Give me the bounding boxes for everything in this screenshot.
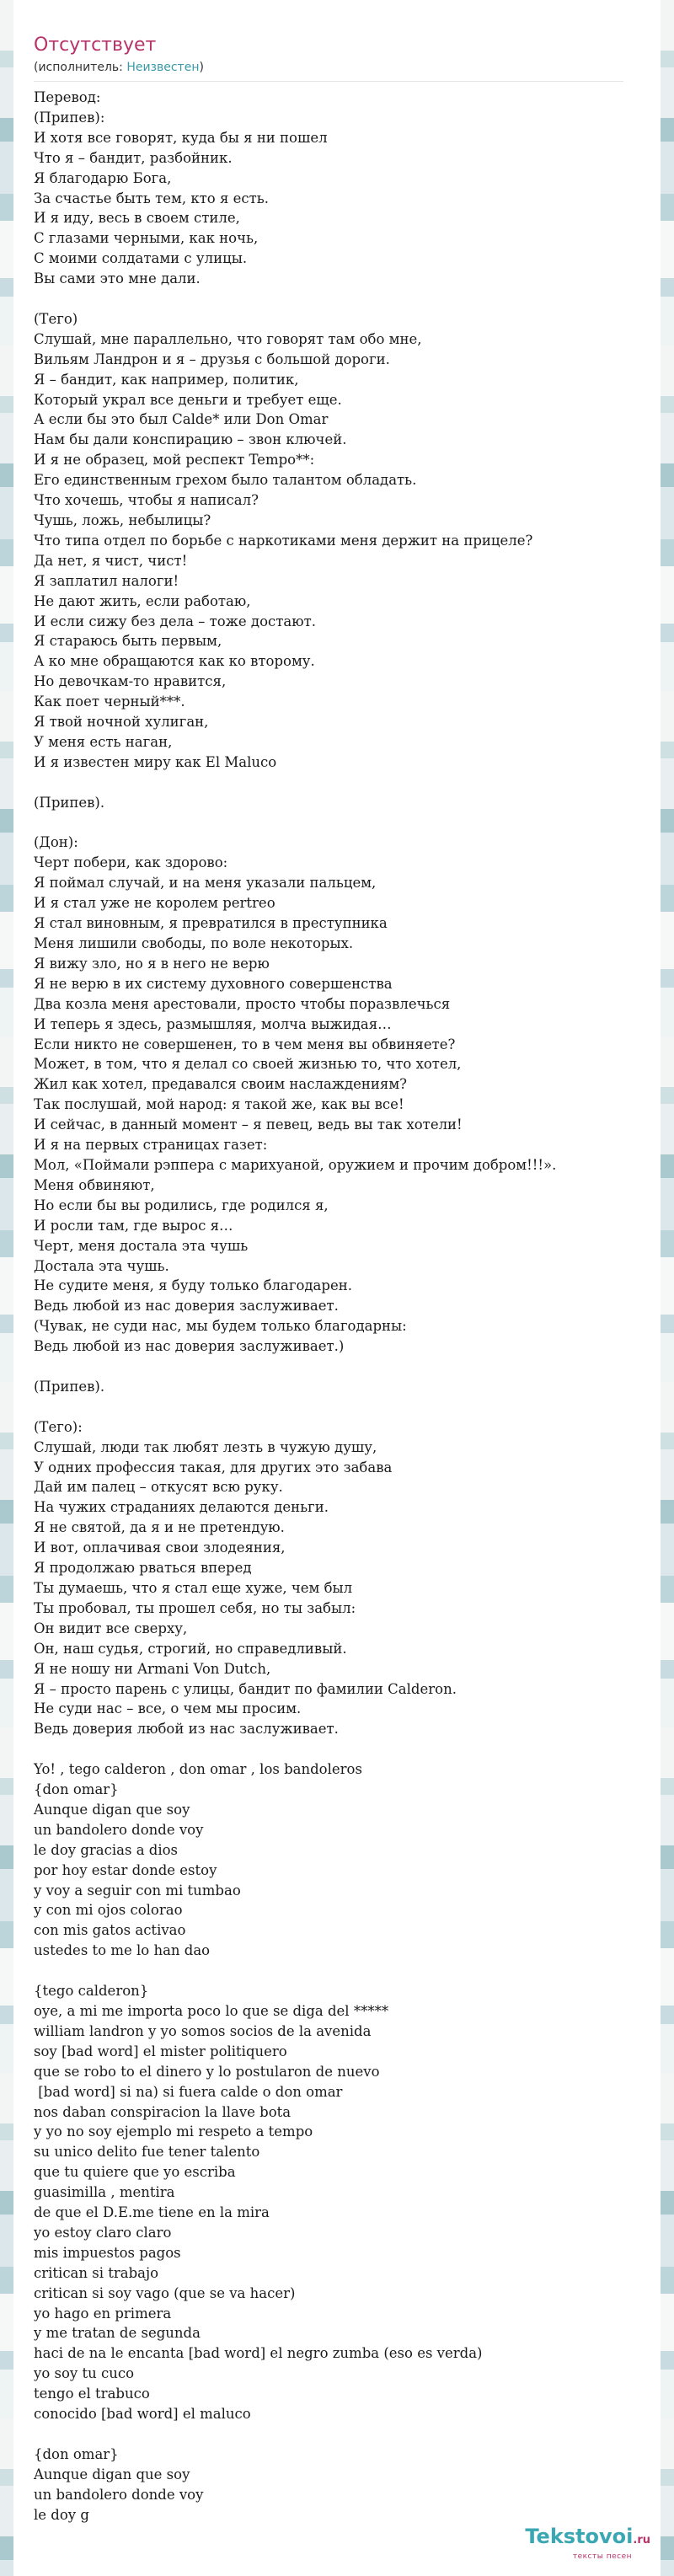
lyric-line: Я – просто парень с улицы, бандит по фамилии Calderon. bbox=[34, 1680, 457, 1697]
blank-line bbox=[34, 2424, 657, 2445]
lyric-line: Он, наш судья, строгий, но справедливый. bbox=[34, 1640, 347, 1657]
lyric-line: Что я – бандит, разбойник. bbox=[34, 149, 233, 166]
lyric-line: Чушь, ложь, небылицы? bbox=[34, 512, 211, 529]
lyric-line: (Чувак, не суди нас, мы будем только благодарны: bbox=[34, 1318, 407, 1335]
lyric-line: Не дают жить, если работаю, bbox=[34, 592, 251, 609]
lyric-line: Я вижу зло, но я в него не верю bbox=[34, 955, 270, 972]
lyric-line: Который украл все деньги и требует еще. bbox=[34, 391, 342, 408]
lyric-line: (Припев). bbox=[34, 1378, 105, 1395]
site-logo[interactable] bbox=[525, 2525, 650, 2561]
header-divider bbox=[34, 81, 623, 82]
lyric-line: {don omar} bbox=[34, 2445, 119, 2462]
lyric-line: conocido [bad word] el maluco bbox=[34, 2406, 251, 2423]
lyric-line: И я не образец, мой респект Tempo**: bbox=[34, 452, 315, 469]
lyric-line: Ведь любой из нас доверия заслуживает.) bbox=[34, 1338, 345, 1355]
lyric-line: (Дон): bbox=[34, 834, 78, 851]
lyric-line: И если сижу без дела – тоже достают. bbox=[34, 613, 316, 629]
lyrics-text bbox=[34, 88, 657, 2525]
lyric-line: Я не святой, да я и не претендую. bbox=[34, 1519, 285, 1536]
blank-line bbox=[34, 289, 657, 309]
lyric-line: y me tratan de segunda bbox=[34, 2325, 201, 2342]
lyric-line: le doy g bbox=[34, 2506, 89, 2523]
lyric-line: Слушай, люди так любят лезть в чужую душу, bbox=[34, 1438, 377, 1455]
lyric-line: Но девочкам-то нравится, bbox=[34, 673, 227, 690]
lyric-line: Я – бандит, как например, политик, bbox=[34, 371, 299, 388]
lyric-line: critican si soy vago (que se va hacer) bbox=[34, 2284, 296, 2301]
lyric-line: un bandolero donde voy bbox=[34, 2486, 204, 2503]
lyric-line: su unico delito fue tener talento bbox=[34, 2144, 260, 2161]
lyric-line: yo soy tu cuco bbox=[34, 2365, 135, 2382]
lyric-line: (Тего) bbox=[34, 310, 78, 327]
lyric-line: Aunque digan que soy bbox=[34, 1801, 190, 1818]
logo-tld: .ru bbox=[633, 2534, 650, 2547]
lyric-line: А ко мне обращаются как ко второму. bbox=[34, 653, 315, 670]
lyric-line: Меня лишили свободы, по воле некоторых. bbox=[34, 935, 354, 952]
lyric-line: nos daban conspiracion la llave bota bbox=[34, 2103, 292, 2120]
lyric-line: Что хочешь, чтобы я написал? bbox=[34, 492, 259, 509]
lyric-line: Нам бы дали конспирацию – звон ключей. bbox=[34, 431, 347, 448]
lyric-line: Aunque digan que soy bbox=[34, 2466, 190, 2482]
lyric-line: Дай им палец – откусят всю руку. bbox=[34, 1479, 283, 1496]
lyric-line: un bandolero donde voy bbox=[34, 1821, 204, 1838]
lyric-line: que tu quiere que yo escriba bbox=[34, 2164, 236, 2181]
lyric-line: Как поет черный***. bbox=[34, 694, 185, 710]
lyric-line: Слушай, мне параллельно, что говорят там обо мне, bbox=[34, 330, 422, 347]
lyric-line: Два козла меня арестовали, просто чтобы поразвлечься bbox=[34, 995, 451, 1012]
blank-line bbox=[34, 1357, 657, 1377]
lyric-line: Я стараюсь быть первым, bbox=[34, 633, 222, 650]
logo-name: Tekstovoi bbox=[525, 2525, 634, 2548]
blank-line bbox=[34, 773, 657, 793]
artist-link[interactable]: Неизвестен bbox=[126, 61, 200, 74]
lyric-line: que se robo to el dinero y lo postularon de nuevo bbox=[34, 2063, 380, 2080]
lyric-line: Ведь любой из нас доверия заслуживает. bbox=[34, 1298, 339, 1315]
lyric-line: И я стал уже не королем pertreo bbox=[34, 895, 275, 912]
lyric-line: (Припев): bbox=[34, 109, 105, 126]
lyric-line: Я не верю в их систему духовного совершенства bbox=[34, 975, 393, 992]
lyric-line: Мол, «Поймали рэппера с марихуаной, оружием и прочим добром!!!». bbox=[34, 1156, 557, 1173]
lyric-line: Может, в том, что я делал со своей жизнью то, что хотел, bbox=[34, 1056, 462, 1073]
lyric-line: На чужих страданиях делаются деньги. bbox=[34, 1499, 329, 1516]
lyric-line: Он видит все сверху, bbox=[34, 1620, 188, 1636]
lyric-line: Но если бы вы родились, где родился я, bbox=[34, 1197, 329, 1213]
lyric-line: И я иду, весь в своем стиле, bbox=[34, 210, 240, 227]
lyric-line: Я поймал случай, и на меня указали пальцем, bbox=[34, 875, 377, 892]
lyric-line: Если никто не совершенен, то в чем меня вы обвиняете? bbox=[34, 1036, 456, 1052]
lyric-line: За счастье быть тем, кто я есть. bbox=[34, 190, 269, 206]
lyric-line: Так послушай, мой народ: я такой же, как вы все! bbox=[34, 1096, 404, 1113]
lyric-line: Я не ношу ни Armani Von Dutch, bbox=[34, 1660, 271, 1677]
lyric-line: И я на первых страницах газет: bbox=[34, 1137, 268, 1154]
lyric-line: critican si trabajo bbox=[34, 2264, 159, 2281]
lyric-line: С глазами черными, как ночь, bbox=[34, 230, 259, 247]
lyric-line: haci de na le encanta [bad word] el negro zumba (eso es verda) bbox=[34, 2345, 483, 2362]
lyric-line: И хотя все говорят, куда бы я ни пошел bbox=[34, 129, 328, 146]
lyric-line: Достала эта чушь. bbox=[34, 1257, 169, 1274]
lyric-line: de que el D.E.me tiene en la mira bbox=[34, 2204, 270, 2221]
artist-line bbox=[34, 59, 640, 76]
lyric-line: Меня обвиняют, bbox=[34, 1176, 155, 1193]
lyric-line: И теперь я здесь, размышляя, молча выжидая… bbox=[34, 1015, 392, 1032]
lyric-line: ustedes to me lo han dao bbox=[34, 1942, 211, 1959]
lyric-line: Да нет, я чист, чист! bbox=[34, 552, 188, 569]
lyric-line: У меня есть наган, bbox=[34, 733, 173, 750]
lyric-line: Я твой ночной хулиган, bbox=[34, 714, 209, 731]
lyrics-page bbox=[13, 0, 661, 2576]
lyric-line: Я заплатил налоги! bbox=[34, 572, 179, 589]
lyric-line: Вы сами это мне дали. bbox=[34, 270, 201, 287]
lyric-line: con mis gatos activao bbox=[34, 1922, 186, 1939]
blank-line bbox=[34, 1739, 657, 1759]
lyric-line: Перевод: bbox=[34, 89, 101, 105]
lyric-line: У одних профессия такая, для других это забава bbox=[34, 1459, 393, 1475]
lyric-line: Я благодарю Бога, bbox=[34, 169, 172, 186]
lyric-line: Жил как хотел, предавался своим наслаждениям? bbox=[34, 1076, 408, 1093]
logo-wordmark bbox=[525, 2525, 650, 2552]
lyric-line: le doy gracias a dios bbox=[34, 1841, 179, 1858]
lyric-line: y con mi ojos colorao bbox=[34, 1902, 183, 1919]
lyric-line: Я стал виновным, я превратился в преступника bbox=[34, 915, 388, 932]
lyric-line: Вильям Ландрон и я – друзья с большой дороги. bbox=[34, 351, 390, 367]
logo-tagline: тексты песен bbox=[572, 2552, 632, 2561]
lyric-line: [bad word] si na) si fuera calde o don omar bbox=[34, 2083, 343, 2100]
lyric-line: Не суди нас – все, о чем мы просим. bbox=[34, 1700, 302, 1717]
lyric-line: por hoy estar donde estoy bbox=[34, 1861, 217, 1878]
lyric-line: guasimilla , mentira bbox=[34, 2184, 175, 2201]
lyric-line: Не судите меня, я буду только благодарен. bbox=[34, 1277, 352, 1294]
lyric-line: И сейчас, в данный момент – я певец, ведь вы так хотели! bbox=[34, 1117, 463, 1133]
song-header bbox=[34, 34, 640, 82]
lyric-line: Ведь доверия любой из нас заслуживает. bbox=[34, 1721, 339, 1738]
lyric-line: И вот, оплачивая свои злодеяния, bbox=[34, 1540, 286, 1556]
lyric-line: (Припев). bbox=[34, 794, 105, 811]
lyric-line: А если бы это был Calde* или Don Omar bbox=[34, 411, 329, 428]
song-title: Отсутствует bbox=[34, 35, 157, 56]
lyric-line: mis impuestos pagos bbox=[34, 2244, 181, 2261]
lyric-line: tengo el trabuco bbox=[34, 2386, 150, 2402]
blank-line bbox=[34, 813, 657, 833]
lyric-line: Я продолжаю рваться вперед bbox=[34, 1560, 252, 1577]
lyric-line: {tego calderon} bbox=[34, 1983, 149, 2000]
lyric-line: Черт побери, как здорово: bbox=[34, 854, 228, 871]
lyric-line: (Тего): bbox=[34, 1418, 83, 1435]
blank-line bbox=[34, 1961, 657, 1981]
lyric-line: soy [bad word] el mister politiquero bbox=[34, 2043, 287, 2059]
lyric-line: william landron y yo somos socios de la avenida bbox=[34, 2022, 372, 2039]
lyric-line: С моими солдатами с улицы. bbox=[34, 250, 248, 267]
lyric-line: Ты думаешь, что я стал еще хуже, чем был bbox=[34, 1579, 353, 1596]
left-decorative-rail bbox=[0, 0, 13, 2576]
lyric-line: Что типа отдел по борьбе с наркотиками меня держит на прицеле? bbox=[34, 532, 533, 549]
lyric-line: Его единственным грехом было талантом обладать. bbox=[34, 472, 417, 489]
lyric-line: y yo no soy ejemplo mi respeto a tempo bbox=[34, 2123, 313, 2140]
lyric-line: Ты пробовал, ты прошел себя, но ты забыл: bbox=[34, 1599, 356, 1616]
blank-line bbox=[34, 1397, 657, 1417]
right-decorative-rail bbox=[661, 0, 674, 2576]
lyric-line: y voy a seguir con mi tumbao bbox=[34, 1882, 241, 1899]
lyric-line: yo estoy claro claro bbox=[34, 2224, 172, 2241]
lyric-line: {don omar} bbox=[34, 1781, 119, 1798]
artist-suffix: ) bbox=[199, 61, 204, 74]
lyric-line: yo hago en primera bbox=[34, 2305, 172, 2322]
lyric-line: И я известен миру как El Maluco bbox=[34, 753, 277, 770]
lyric-line: Черт, меня достала эта чушь bbox=[34, 1237, 249, 1254]
lyric-line: oye, a mi me importa poco lo que se diga del ***** bbox=[34, 2002, 389, 2019]
artist-prefix: (исполнитель: bbox=[34, 61, 127, 74]
lyric-line: И росли там, где вырос я… bbox=[34, 1217, 233, 1234]
lyric-line: Yo! , tego calderon , don omar , los bandoleros bbox=[34, 1761, 362, 1778]
